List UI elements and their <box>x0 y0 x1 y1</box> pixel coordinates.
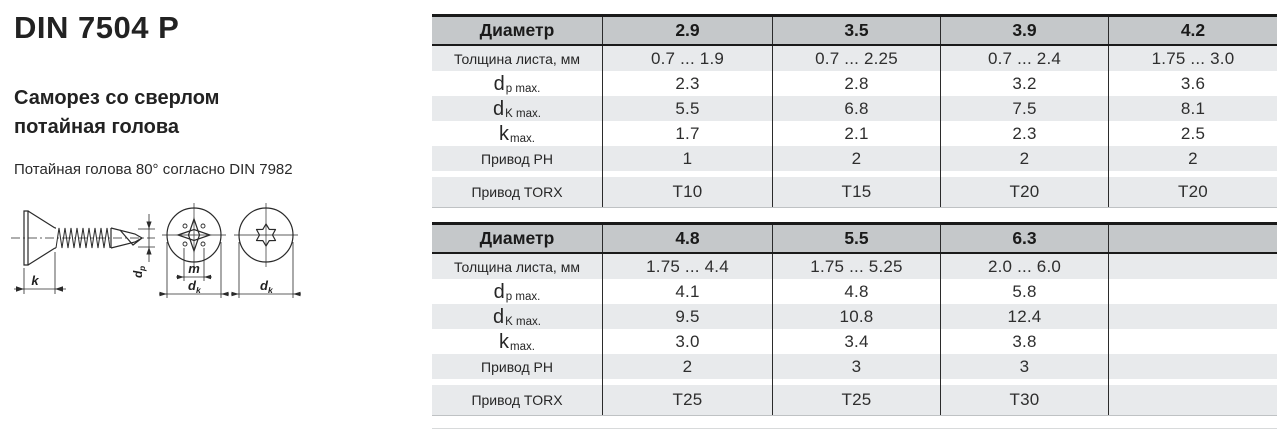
row-label-symbol: d <box>493 280 505 303</box>
row-label: Привод TORX <box>471 392 563 408</box>
page-title: DIN 7504 P <box>14 10 180 45</box>
table-cell: 2 <box>602 354 772 379</box>
table-cell: 2.8 <box>772 71 940 96</box>
table-cell: 5.5 <box>602 96 772 121</box>
table-cell: 12.4 <box>940 304 1108 329</box>
standard-note: Потайная голова 80° согласно DIN 7982 <box>14 161 293 178</box>
row-label <box>432 71 602 96</box>
diameter-header: 2.9 <box>602 17 772 44</box>
table-cell: 3 <box>772 354 940 379</box>
table-cell: 4.8 <box>772 279 940 304</box>
table-row <box>432 329 1277 354</box>
table-cell: T30 <box>940 385 1108 415</box>
table-cell: T10 <box>602 177 772 207</box>
diameter-header: 6.3 <box>940 225 1108 252</box>
row-label: Толщина листа, мм <box>454 258 580 275</box>
diameter-header: 5.5 <box>772 225 940 252</box>
spec-tables <box>432 14 1277 429</box>
row-label-subscript: p max. <box>505 290 541 303</box>
table-row <box>432 96 1277 121</box>
technical-drawing <box>8 202 310 306</box>
row-label: Привод PH <box>481 358 553 375</box>
table-cell: 0.7 ... 2.25 <box>772 46 940 71</box>
table-cell: 1 <box>602 146 772 171</box>
phillips-head-view <box>162 203 226 267</box>
table-cell: T20 <box>1108 177 1277 207</box>
table-bottom-rule <box>432 428 1277 429</box>
table-cell: 5.8 <box>940 279 1108 304</box>
table-cell: 1.75 ... 3.0 <box>1108 46 1277 71</box>
row-label: Привод TORX <box>471 184 563 200</box>
row-label-symbol: k <box>499 330 510 353</box>
table-cell: 1.75 ... 4.4 <box>602 254 772 279</box>
dim-label-dk-ph <box>188 278 202 295</box>
table-cell: 3.4 <box>772 329 940 354</box>
dim-label-k: k <box>31 273 39 288</box>
table-cell: 2 <box>772 146 940 171</box>
row-label <box>432 96 602 121</box>
diameter-header: 4.8 <box>602 225 772 252</box>
table-cell: 1.7 <box>602 121 772 146</box>
table-row <box>432 146 1277 171</box>
row-label-symbol: k <box>499 122 510 145</box>
table-header-row <box>432 222 1277 254</box>
table-cell: 2.3 <box>940 121 1108 146</box>
column-header-diameter: Диаметр <box>479 228 555 248</box>
product-subtitle <box>14 84 219 142</box>
diameter-header: 3.5 <box>772 17 940 44</box>
row-label-symbol: d <box>493 97 505 120</box>
table-cell: 3.0 <box>602 329 772 354</box>
table-cell: 7.5 <box>940 96 1108 121</box>
table-row <box>432 121 1277 146</box>
dim-label-m: m <box>188 261 200 276</box>
table-row-torx <box>432 385 1277 416</box>
table-row <box>432 71 1277 96</box>
row-label-subscript: K max. <box>505 107 541 120</box>
svg-text:p: p <box>137 265 147 271</box>
diameter-header: 4.2 <box>1108 17 1277 44</box>
svg-text:d: d <box>260 278 268 293</box>
row-label: Привод PH <box>481 150 553 167</box>
row-label-symbol: d <box>493 72 505 95</box>
table-cell: 6.8 <box>772 96 940 121</box>
svg-text:k: k <box>196 285 201 295</box>
torx-head-view <box>234 203 298 267</box>
subtitle-line-1: Саморез со сверлом <box>14 87 220 109</box>
svg-text:d: d <box>131 270 145 278</box>
dimension-k <box>14 252 66 294</box>
table-cell: 3.2 <box>940 71 1108 96</box>
table-cell: T25 <box>772 385 940 415</box>
row-label <box>432 121 602 146</box>
table-cell: 2 <box>1108 146 1277 171</box>
table-cell: 2 <box>940 146 1108 171</box>
row-label <box>432 329 602 354</box>
table-cell: 9.5 <box>602 304 772 329</box>
row-label-subscript: max. <box>510 340 535 353</box>
table-cell: 3.8 <box>940 329 1108 354</box>
table-cell <box>1108 329 1277 354</box>
table-row-torx <box>432 177 1277 208</box>
table-header-row <box>432 14 1277 46</box>
row-label-subscript: K max. <box>505 315 541 328</box>
table-row <box>432 46 1277 71</box>
table-cell: 2.0 ... 6.0 <box>940 254 1108 279</box>
table-row <box>432 279 1277 304</box>
table-cell: 3 <box>940 354 1108 379</box>
table-cell <box>1108 354 1277 379</box>
subtitle-line-2: потайная голова <box>14 116 180 138</box>
table-cell: 10.8 <box>772 304 940 329</box>
table-cell: T15 <box>772 177 940 207</box>
table-row <box>432 254 1277 279</box>
table-cell: 1.75 ... 5.25 <box>772 254 940 279</box>
row-label <box>432 279 602 304</box>
table-cell: 2.1 <box>772 121 940 146</box>
table-cell <box>1108 304 1277 329</box>
table-cell: T20 <box>940 177 1108 207</box>
row-label-symbol: d <box>493 305 505 328</box>
screw-drawing-svg <box>8 202 310 306</box>
table-row <box>432 354 1277 379</box>
table-cell: 0.7 ... 1.9 <box>602 46 772 71</box>
column-header-diameter: Диаметр <box>479 20 555 40</box>
spec-table-small-diameters <box>432 14 1277 208</box>
row-label <box>432 304 602 329</box>
table-cell: 3.6 <box>1108 71 1277 96</box>
svg-text:k: k <box>268 285 273 295</box>
row-label-subscript: p max. <box>505 82 541 95</box>
dim-label-dk-torx <box>260 278 274 295</box>
table-row <box>432 304 1277 329</box>
dim-label-dp <box>131 266 147 278</box>
table-cell: 8.1 <box>1108 96 1277 121</box>
table-cell: T25 <box>602 385 772 415</box>
diameter-header: 3.9 <box>940 17 1108 44</box>
table-cell <box>1108 279 1277 304</box>
spec-table-large-diameters <box>432 222 1277 416</box>
row-label: Толщина листа, мм <box>454 50 580 67</box>
table-cell <box>1108 254 1277 279</box>
row-label-subscript: max. <box>510 132 535 145</box>
svg-text:d: d <box>188 278 196 293</box>
table-cell: 2.3 <box>602 71 772 96</box>
table-cell: 4.1 <box>602 279 772 304</box>
table-cell: 0.7 ... 2.4 <box>940 46 1108 71</box>
table-cell: 2.5 <box>1108 121 1277 146</box>
table-cell <box>1108 385 1277 415</box>
diameter-header <box>1108 225 1277 252</box>
left-panel <box>14 10 424 295</box>
